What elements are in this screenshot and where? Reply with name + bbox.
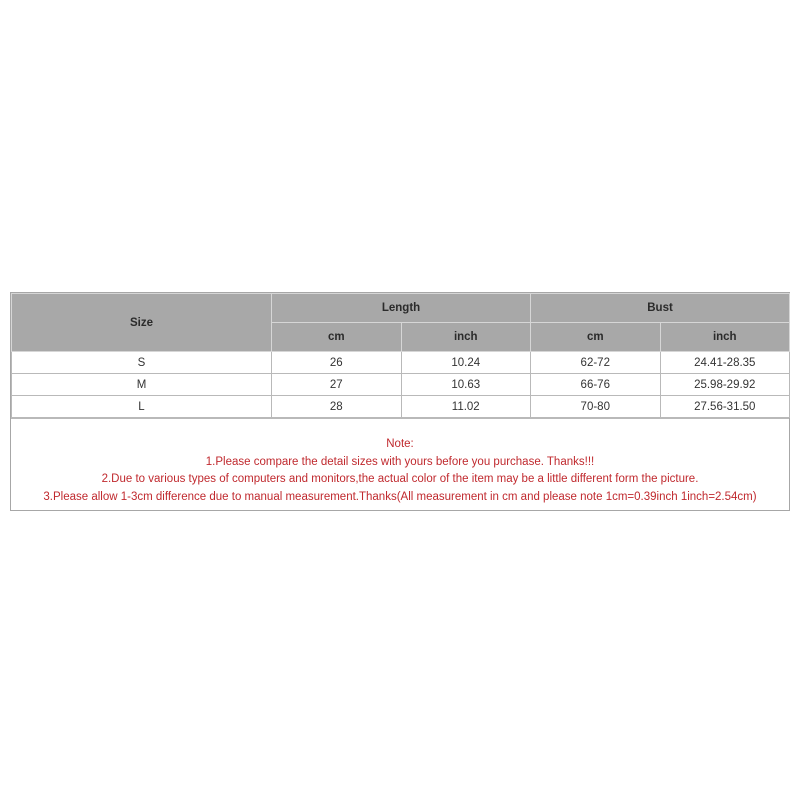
header-bust-inch: inch	[660, 323, 790, 352]
header-length-inch: inch	[401, 323, 531, 352]
header-bust: Bust	[531, 294, 790, 323]
header-length-cm: cm	[272, 323, 402, 352]
header-bust-cm: cm	[531, 323, 661, 352]
note-line-3: 3.Please allow 1-3cm difference due to manual measurement.Thanks(All measurement in cm and please note 1cm=0.39inch 1inch=2.54cm)	[43, 490, 757, 503]
table-row	[12, 352, 790, 374]
cell-length-inch: 11.02	[401, 396, 531, 418]
cell-bust-inch: 25.98-29.92	[660, 374, 790, 396]
note-line-1: 1.Please compare the detail sizes with yours before you purchase. Thanks!!!	[205, 455, 595, 468]
size-chart	[10, 292, 790, 511]
cell-length-cm: 26	[272, 352, 402, 374]
note-line-2: 2.Due to various types of computers and monitors,the actual color of the item may be a little different form the picture.	[101, 473, 699, 485]
cell-length-cm: 28	[272, 396, 402, 418]
note-title: Note:	[386, 438, 414, 450]
header-size: Size	[12, 294, 272, 352]
notes-section	[11, 418, 789, 510]
header-row-groups	[12, 294, 790, 323]
cell-bust-cm: 70-80	[531, 396, 661, 418]
cell-size: M	[12, 374, 272, 396]
cell-bust-inch: 24.41-28.35	[660, 352, 790, 374]
cell-length-inch: 10.63	[401, 374, 531, 396]
size-table	[11, 293, 790, 418]
cell-length-inch: 10.24	[401, 352, 531, 374]
table-row	[12, 396, 790, 418]
header-length: Length	[272, 294, 531, 323]
cell-bust-cm: 66-76	[531, 374, 661, 396]
cell-bust-inch: 27.56-31.50	[660, 396, 790, 418]
table-row	[12, 374, 790, 396]
cell-size: L	[12, 396, 272, 418]
cell-size: S	[12, 352, 272, 374]
cell-length-cm: 27	[272, 374, 402, 396]
cell-bust-cm: 62-72	[531, 352, 661, 374]
